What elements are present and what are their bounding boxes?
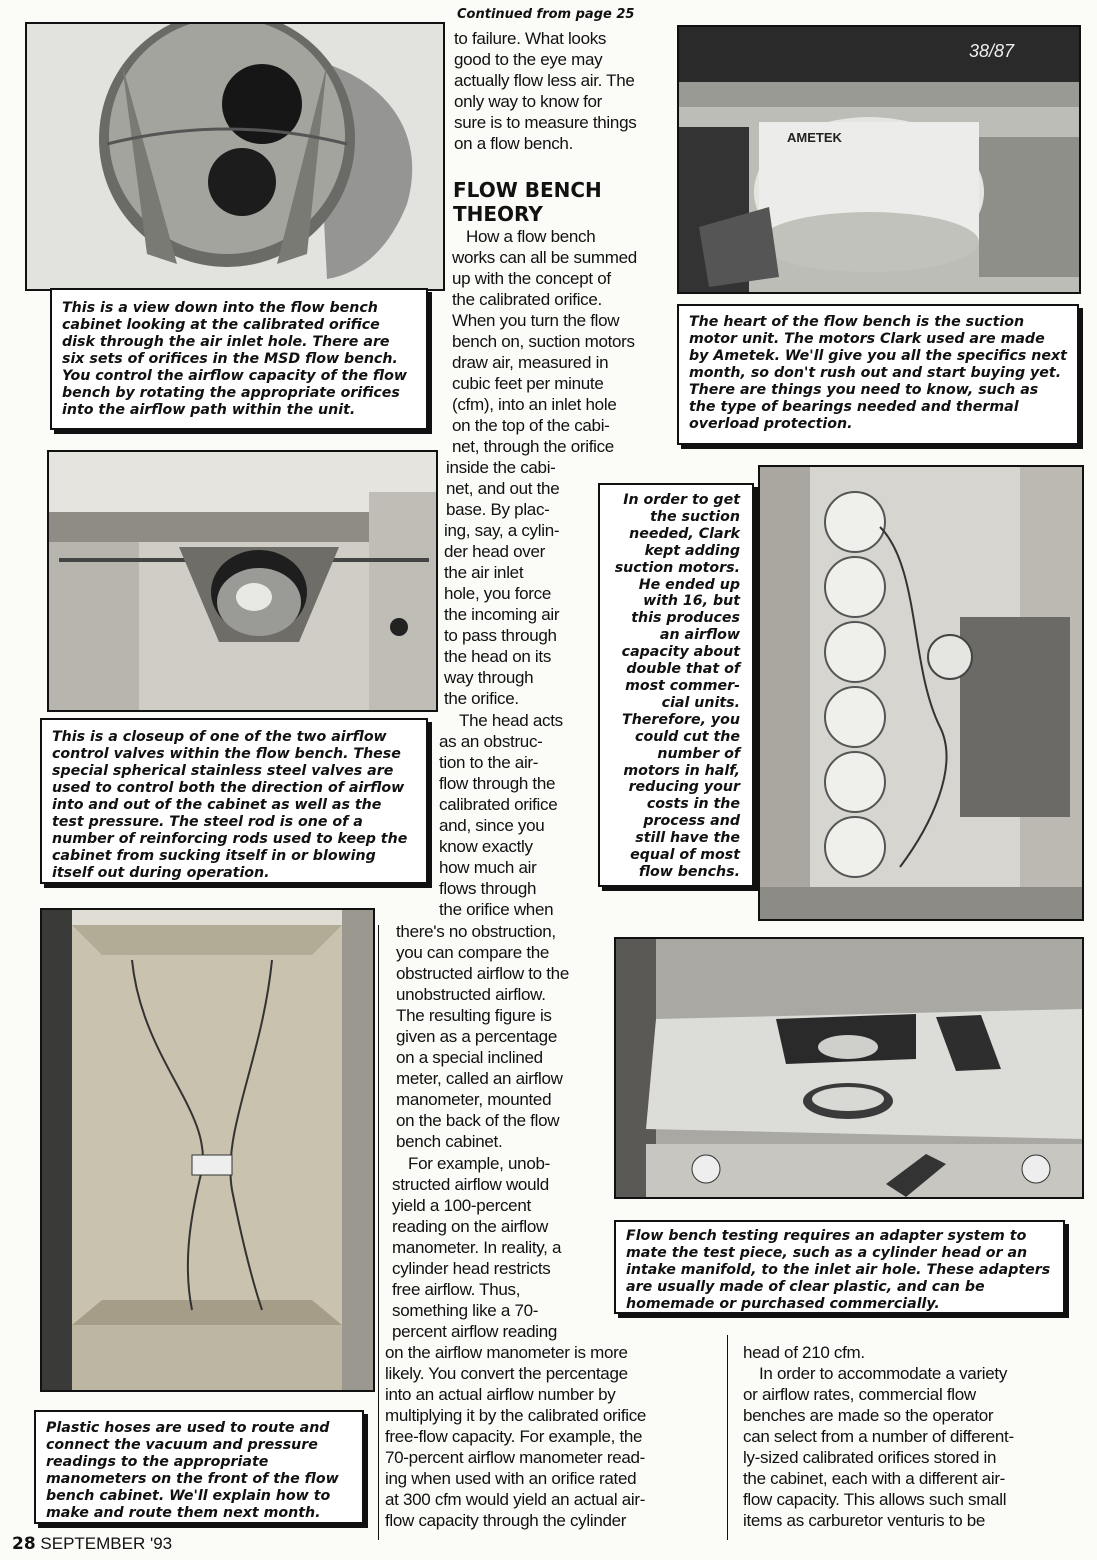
orifice-disk-photo — [25, 22, 445, 291]
motor-bank-photo — [758, 465, 1084, 921]
body-col-f: on the airflow manometer is more likely. You convert the percentage into an actual airflow number by multiplying it by the calibrated orifice free-flow capacity. For example, the 70-percent airflow manometer read- ing when used with an orifice rated at 300 cfm would yield an actual air- flow capacity through the cylinder — [385, 1343, 647, 1530]
caption-adapter: Flow bench testing requires an adapter system to mate the test piece, such as a cylinder head or an intake manifold, to the inlet air hole. These adapters are usually made of clear plastic, and can be homemade or purchased commercially. — [614, 1220, 1065, 1314]
cabinet-hoses-photo — [40, 908, 375, 1392]
caption-airflow-valve: This is a closeup of one of the two airflow control valves within the flow bench. These special spherical stainless steel valves are used to control both the direction of airflow into and out of the cabinet as well as the test pressure. The steel rod is one of a number of reinforcing rods used to keep the cabinet from sucking itself in or blowing itself out during operation. — [40, 718, 428, 884]
page-folio — [12, 1534, 172, 1554]
corner-handwriting: 38/87 — [969, 41, 1015, 61]
body-col-c: The head acts as an obstruc- tion to the air- flow through the calibrated orifice and, since you know exactly how much air flows through the orifice when — [439, 711, 563, 919]
issue-date: SEPTEMBER '93 — [40, 1534, 173, 1553]
continued-note: Continued from page 25 — [457, 7, 635, 22]
column-rule-left — [378, 925, 379, 1540]
body-col-e: For example, unob- structed airflow would yield a 100-percent reading on the airflow manometer. In reality, a cylinder head restricts free airflow. Thus, something like a 70- percent airflow reading — [392, 1154, 562, 1341]
caption-suction-motor: The heart of the flow bench is the suction motor unit. The motors Clark used are made by Ametek. We'll give you all the specifics next month, so don't rush out and start buying yet. There are things you need to know, such as the type of bearings needed and thermal overload protection. — [677, 304, 1079, 445]
body-col-d: there's no obstruction, you can compare the obstructed airflow to the unobstructed airflow. The resulting figure is given as a percentage on a special inclined meter, called an airflow manometer, mounted on the back of the flow bench cabinet. — [396, 922, 569, 1151]
body-col-b: How a flow bench works can all be summed up with the concept of the calibrated orifice. When you turn the flow bench on, suction motors draw air, measured in cubic feet per minute (cfm), into an inlet hole on the top of the cabi- net, through the orifice inside the cabi- net, and out the base. By plac- ing, say, a cylin- der head over the air inlet hole, you force the incoming air to pass through the head on its way through the orifice. — [444, 227, 637, 708]
column-rule-right — [727, 1335, 728, 1540]
body-col-a: to failure. What looks good to the eye may actually flow less air. The only way to know for sure is to measure things on a flow bench. — [454, 29, 637, 153]
adapter-plate-photo — [614, 937, 1084, 1199]
body-col-g: head of 210 cfm. In order to accommodate a variety or airflow rates, commercial flow benches are made so the operator can select from a number of different- ly-sized calibrated orifices stored in the cabinet, each with a different air- flow capacity. This allows such small items as carburetor venturis to be — [743, 1343, 1014, 1530]
suction-motor-photo — [677, 25, 1081, 294]
airflow-valve-photo — [47, 450, 438, 712]
page-number: 28 — [12, 1534, 36, 1554]
caption-motor-count: In order to get the suction needed, Clark kept adding suction motors. He ended up with 16, but this produces an airflow capacity about double that of most commer- cial units. Therefore, you could cut the number of motors in half, reducing your costs in the process and still have the equal of most flow benchs. — [598, 483, 754, 887]
caption-hoses: Plastic hoses are used to route and connect the vacuum and pressure readings to the appropriate manometers on the front of the flow bench cabinet. We'll explain how to make and route them next month. — [34, 1410, 364, 1524]
caption-orifice-disk: This is a view down into the flow bench cabinet looking at the calibrated orifice disk through the air inlet hole. There are six sets of orifices in the MSD flow bench. You control the airflow capacity of the flow bench by rotating the appropriate orifices into the airflow path within the unit. — [50, 288, 428, 430]
headline: FLOW BENCH THEORY — [453, 178, 602, 226]
ametek-label: AMETEK — [787, 130, 842, 145]
